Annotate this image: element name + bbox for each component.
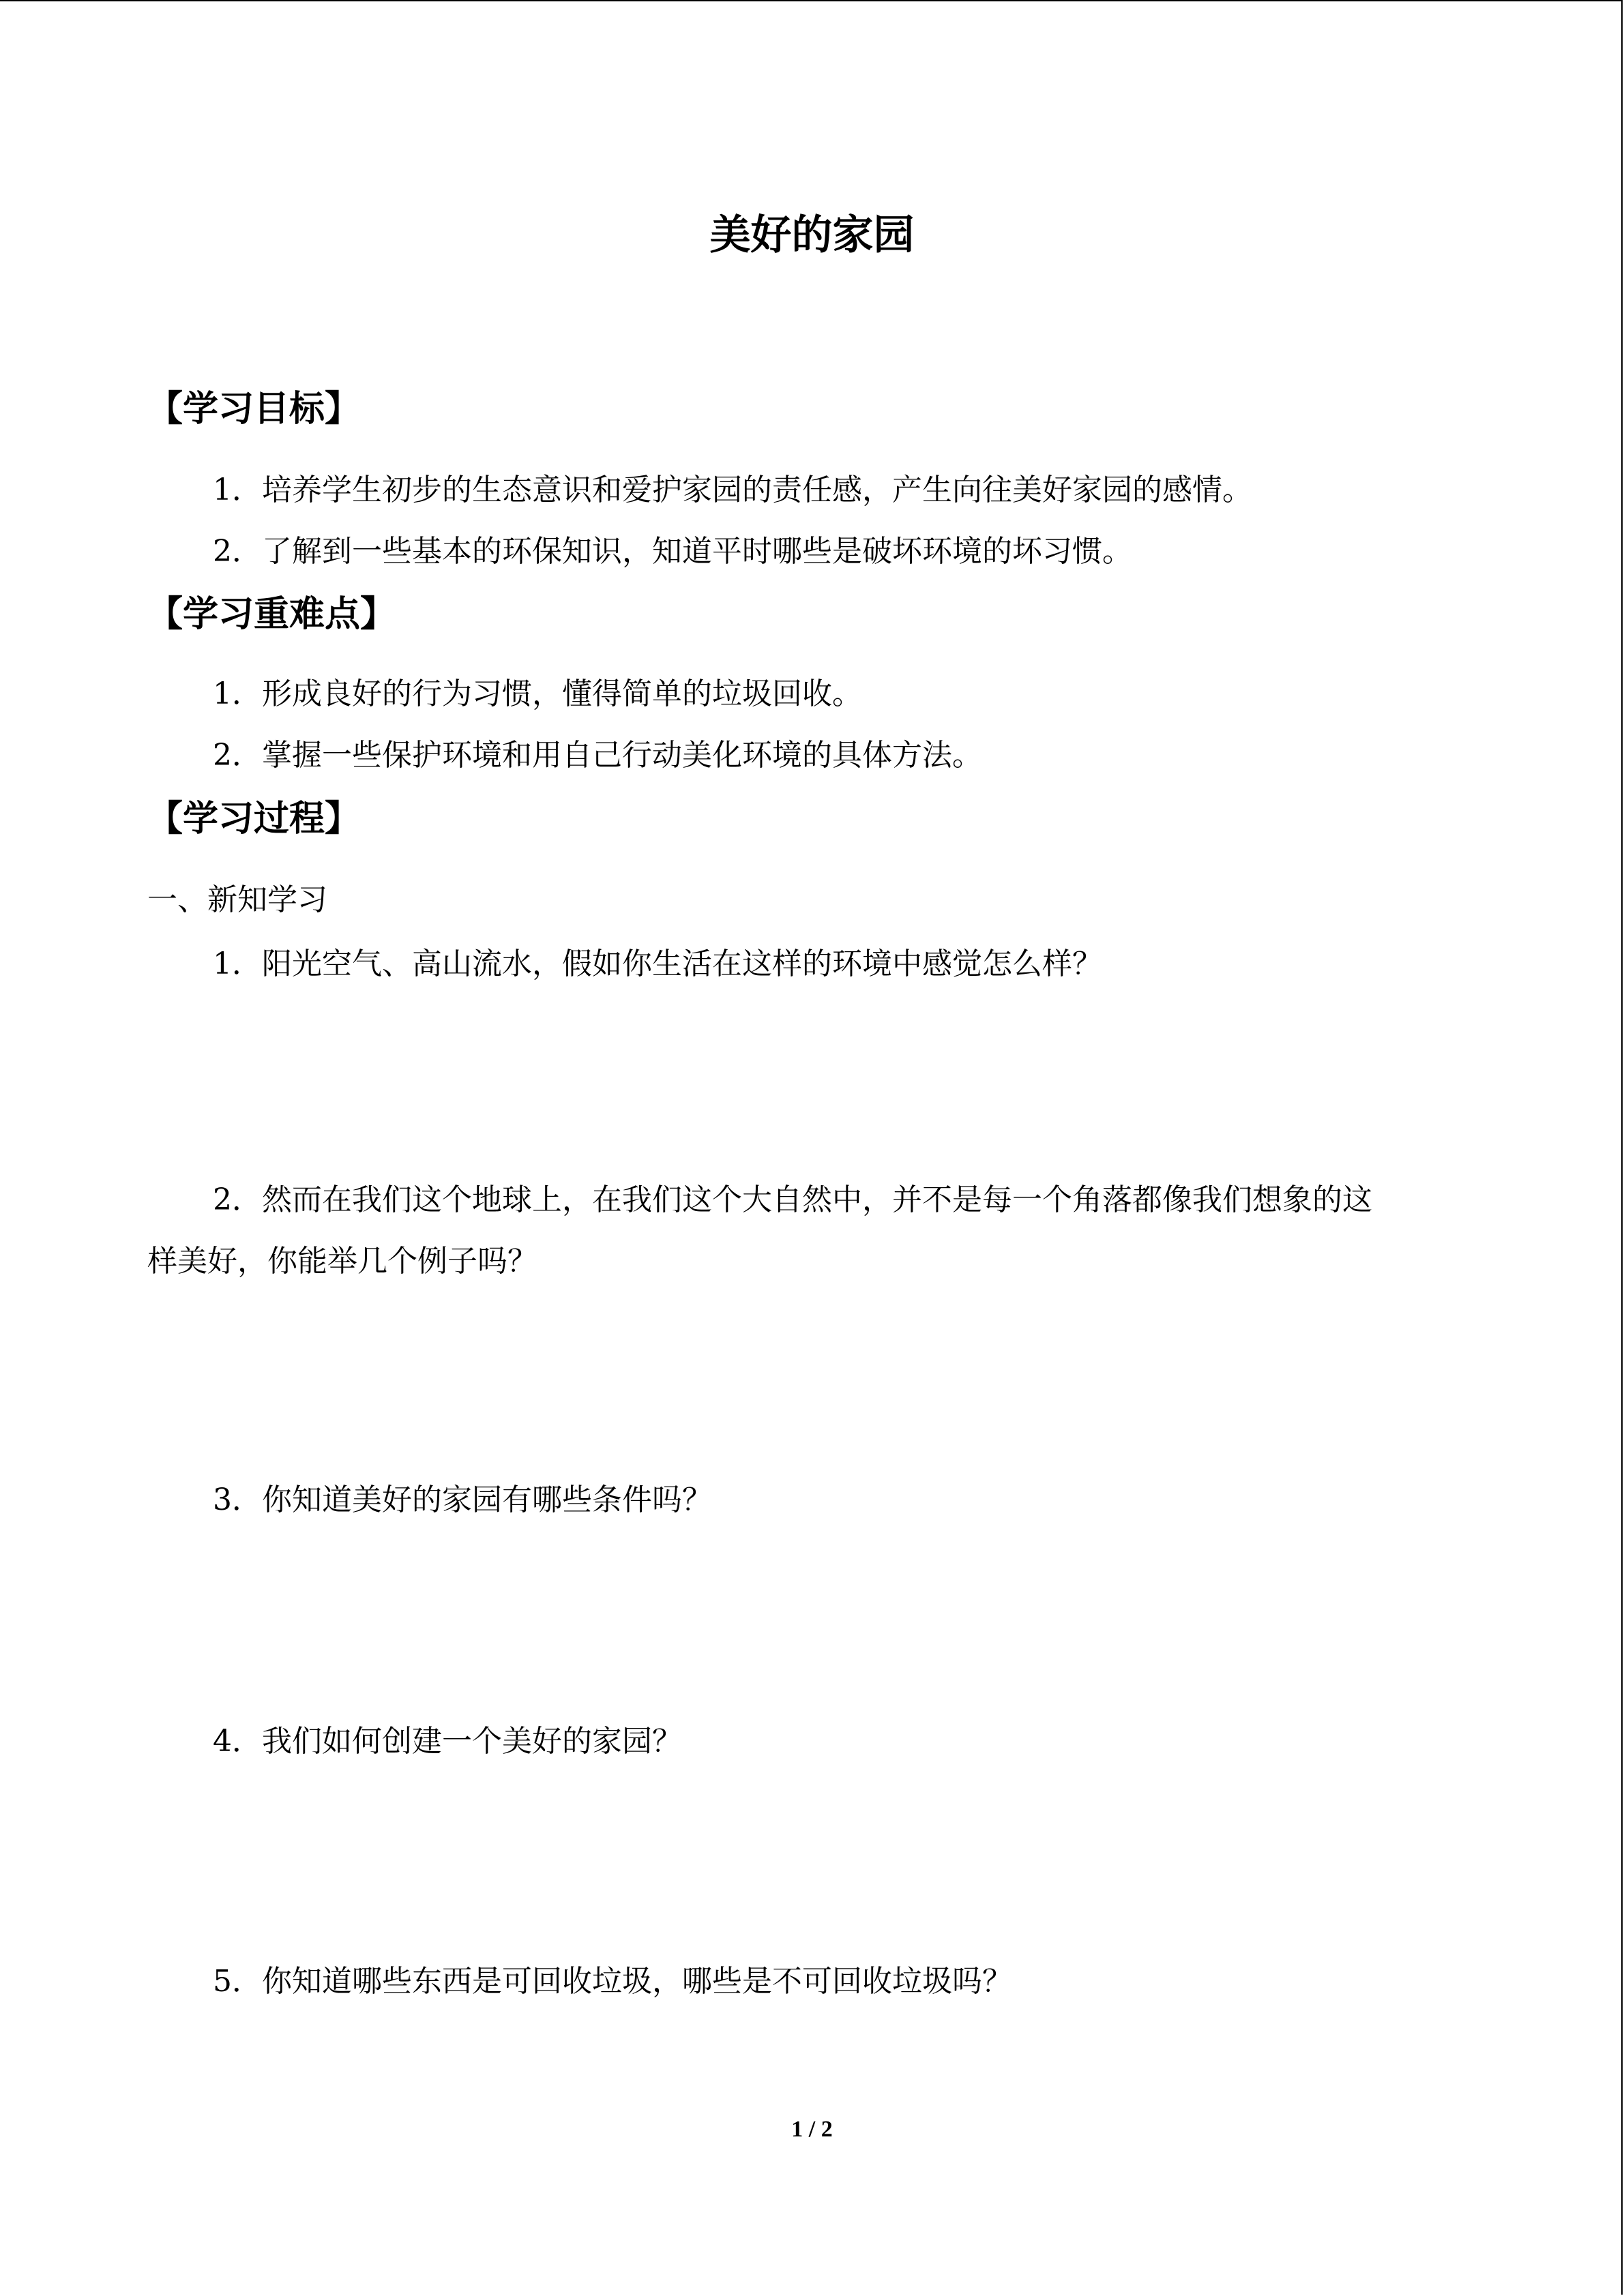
page-title: 美好的家园 xyxy=(709,211,915,259)
key-point-item-1: 1．形成良好的行为习惯，懂得简单的垃圾回收。 xyxy=(213,676,862,711)
key-points-heading: 【学习重难点】 xyxy=(147,594,396,635)
question-4: 4．我们如何创建一个美好的家园？ xyxy=(213,1724,682,1759)
objective-item-1: 1．培养学生初步的生态意识和爱护家园的责任感，产生向往美好家园的感情。 xyxy=(213,473,1252,507)
process-heading: 【学习过程】 xyxy=(147,799,361,839)
key-point-item-2: 2．掌握一些保护环境和用自己行动美化环境的具体方法。 xyxy=(213,738,982,773)
question-1: 1．阳光空气、高山流水，假如你生活在这样的环境中感觉怎么样？ xyxy=(213,946,1102,981)
process-subheading: 一、新知学习 xyxy=(147,882,327,917)
question-5: 5．你知道哪些东西是可回收垃圾，哪些是不可回收垃圾吗？ xyxy=(213,1964,1012,1999)
page-number: 1 / 2 xyxy=(791,2117,833,2142)
question-2-line-1: 2．然而在我们这个地球上，在我们这个大自然中，并不是每一个角落都像我们想象的这 xyxy=(213,1182,1372,1217)
objective-item-2: 2．了解到一些基本的环保知识，知道平时哪些是破坏环境的坏习惯。 xyxy=(213,534,1132,569)
question-2-line-2: 样美好，你能举几个例子吗？ xyxy=(147,1244,537,1279)
objectives-heading: 【学习目标】 xyxy=(147,389,361,430)
question-3: 3．你知道美好的家园有哪些条件吗？ xyxy=(213,1482,712,1517)
